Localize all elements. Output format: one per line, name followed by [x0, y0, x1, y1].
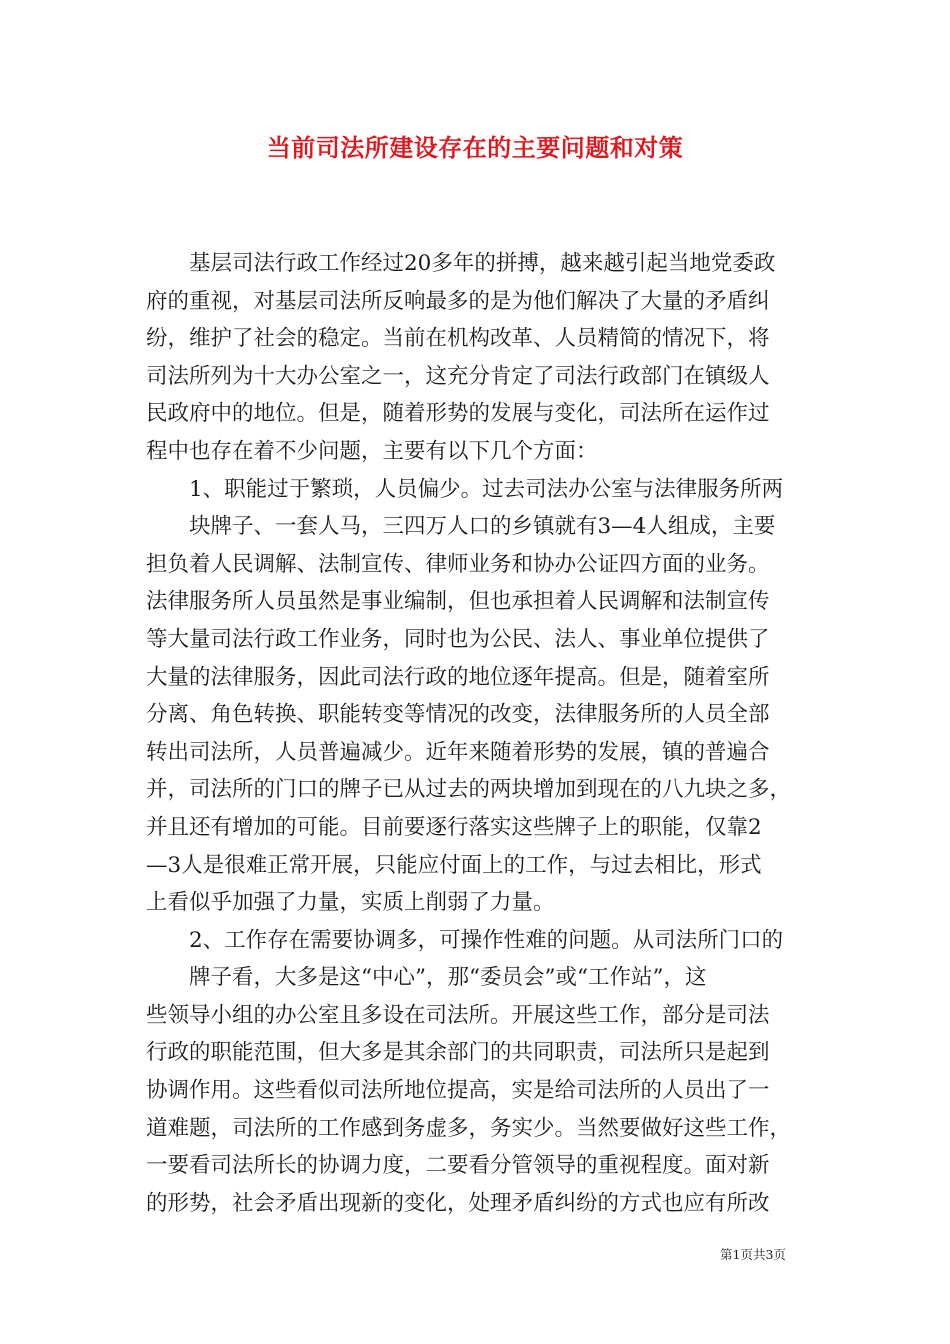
document-title: 当前司法所建设存在的主要问题和对策	[266, 133, 684, 162]
body-text-line: 并，司法所的门口的牌子已从过去的两块增加到现在的八九块之多，	[146, 777, 792, 803]
body-text-line: 基层司法行政工作经过20多年的拼搏，越来越引起当地党委政	[189, 251, 776, 276]
body-text-line: 担负着人民调解、法制宣传、律师业务和协办公证四方面的业务。	[146, 551, 770, 577]
body-text-line: 上看似乎加强了力量，实质上削弱了力量。	[146, 890, 555, 916]
body-text-line: 并且还有增加的可能。目前要逐行落实这些牌子上的职能，仅靠2	[146, 814, 762, 840]
document-body	[146, 245, 812, 1222]
body-text-line: 行政的职能范围，但大多是其余部门的共同职责，司法所只是起到	[146, 1040, 770, 1066]
body-text-line: 法律服务所人员虽然是事业编制，但也承担着人民调解和法制宣传	[146, 589, 770, 615]
body-text-line: 民政府中的地位。但是，随着形势的发展与变化，司法所在运作过	[146, 401, 770, 427]
body-text-line: 转出司法所，人员普遍减少。近年来随着形势的发展，镇的普遍合	[146, 739, 770, 765]
body-text-line: 道难题，司法所的工作感到务虚多，务实少。当然要做好这些工作，	[146, 1115, 792, 1141]
body-text-line: 大量的法律服务，因此司法行政的地位逐年提高。但是，随着室所	[146, 664, 770, 690]
body-text-line: 协调作用。这些看似司法所地位提高，实是给司法所的人员出了一	[146, 1078, 770, 1104]
body-text-line: 程中也存在着不少问题，主要有以下几个方面：	[146, 438, 598, 464]
body-text-line: 分离、角色转换、职能转变等情况的改变，法律服务所的人员全部	[146, 702, 770, 728]
body-text-line: 司法所列为十大办公室之一，这充分肯定了司法行政部门在镇级人	[146, 363, 770, 389]
body-text-line: 1、职能过于繁琐，人员偏少。过去司法办公室与法律服务所两	[189, 476, 784, 502]
body-text-line: 纷，维护了社会的稳定。当前在机构改革、人员精简的情况下，将	[146, 326, 770, 352]
body-text-line: 块牌子、一套人马，三四万人口的乡镇就有3—4人组成，主要	[189, 514, 776, 540]
body-text-line: —3人是很难正常开展，只能应付面上的工作，与过去相比，形式	[146, 852, 762, 878]
body-text-line: 等大量司法行政工作业务，同时也为公民、法人、事业单位提供了	[146, 626, 770, 652]
body-text-line: 府的重视，对基层司法所反响最多的是为他们解决了大量的矛盾纠	[146, 288, 770, 314]
body-text-line: 2、工作存在需要协调多，可操作性难的问题。从司法所门口的	[189, 927, 784, 953]
page-number: 第1页共3页	[720, 1247, 786, 1262]
body-text-line: 牌子看，大多是这“中心”，那“委员会”或“工作站”，这	[189, 965, 707, 991]
body-text-line: 一要看司法所长的协调力度，二要看分管领导的重视程度。面对新	[146, 1153, 770, 1179]
body-text-line: 的形势，社会矛盾出现新的变化，处理矛盾纠纷的方式也应有所改	[146, 1190, 770, 1216]
body-text-line: 些领导小组的办公室且多设在司法所。开展这些工作，部分是司法	[146, 1002, 770, 1028]
